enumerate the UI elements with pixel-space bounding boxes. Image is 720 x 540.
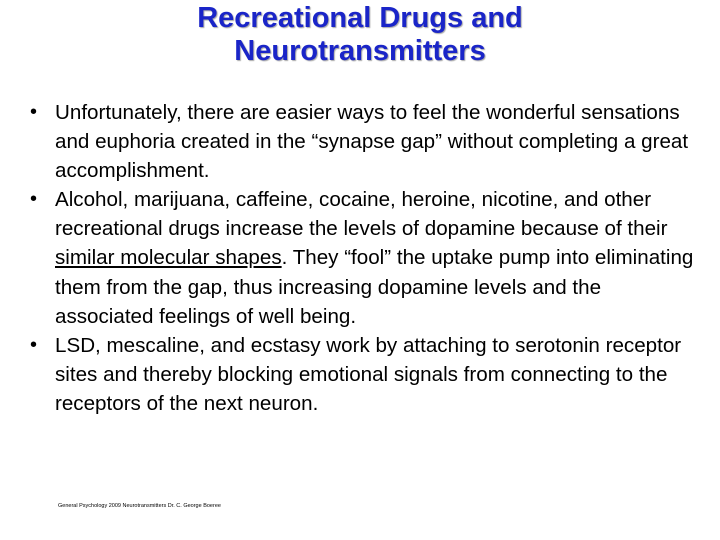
bullet-icon: • — [30, 333, 38, 356]
bullet-list — [30, 98, 702, 418]
bullet-text-1: Unfortunately, there are easier ways to feel the wonderful sensations and euphoria created in the “synapse gap” without completing a great accomplishment. — [55, 101, 689, 183]
bullet-text-2-before: Alcohol, marijuana, caffeine, cocaine, heroine, nicotine, and other recreational drugs increase the levels of dopamine because of their — [55, 188, 668, 241]
slide-title — [60, 2, 660, 68]
bullet-item-3 — [30, 331, 702, 418]
bullet-item-1 — [30, 98, 702, 185]
slide-footer: General Psychology 2009 Neurotransmitters Dr. C. George Boeree — [58, 503, 221, 509]
bullet-text-2-underlined: similar molecular shapes — [55, 246, 282, 270]
bullet-item-2 — [30, 185, 702, 330]
bullet-icon: • — [30, 101, 38, 123]
bullet-text-3: LSD, mescaline, and ecstasy work by attaching to serotonin receptor sites and thereby blocking emotional signals from connecting to the receptors of the next neuron. — [55, 333, 682, 415]
bullet-text-2-after: . They “fool” the uptake pump into eliminating them from the gap, thus increasing dopamine levels and the associated feelings of well being. — [55, 246, 694, 328]
slide-title-line-2: Neurotransmitters — [234, 35, 486, 67]
slide-title-line-1: Recreational Drugs and — [197, 2, 523, 34]
bullet-icon: • — [30, 188, 38, 211]
